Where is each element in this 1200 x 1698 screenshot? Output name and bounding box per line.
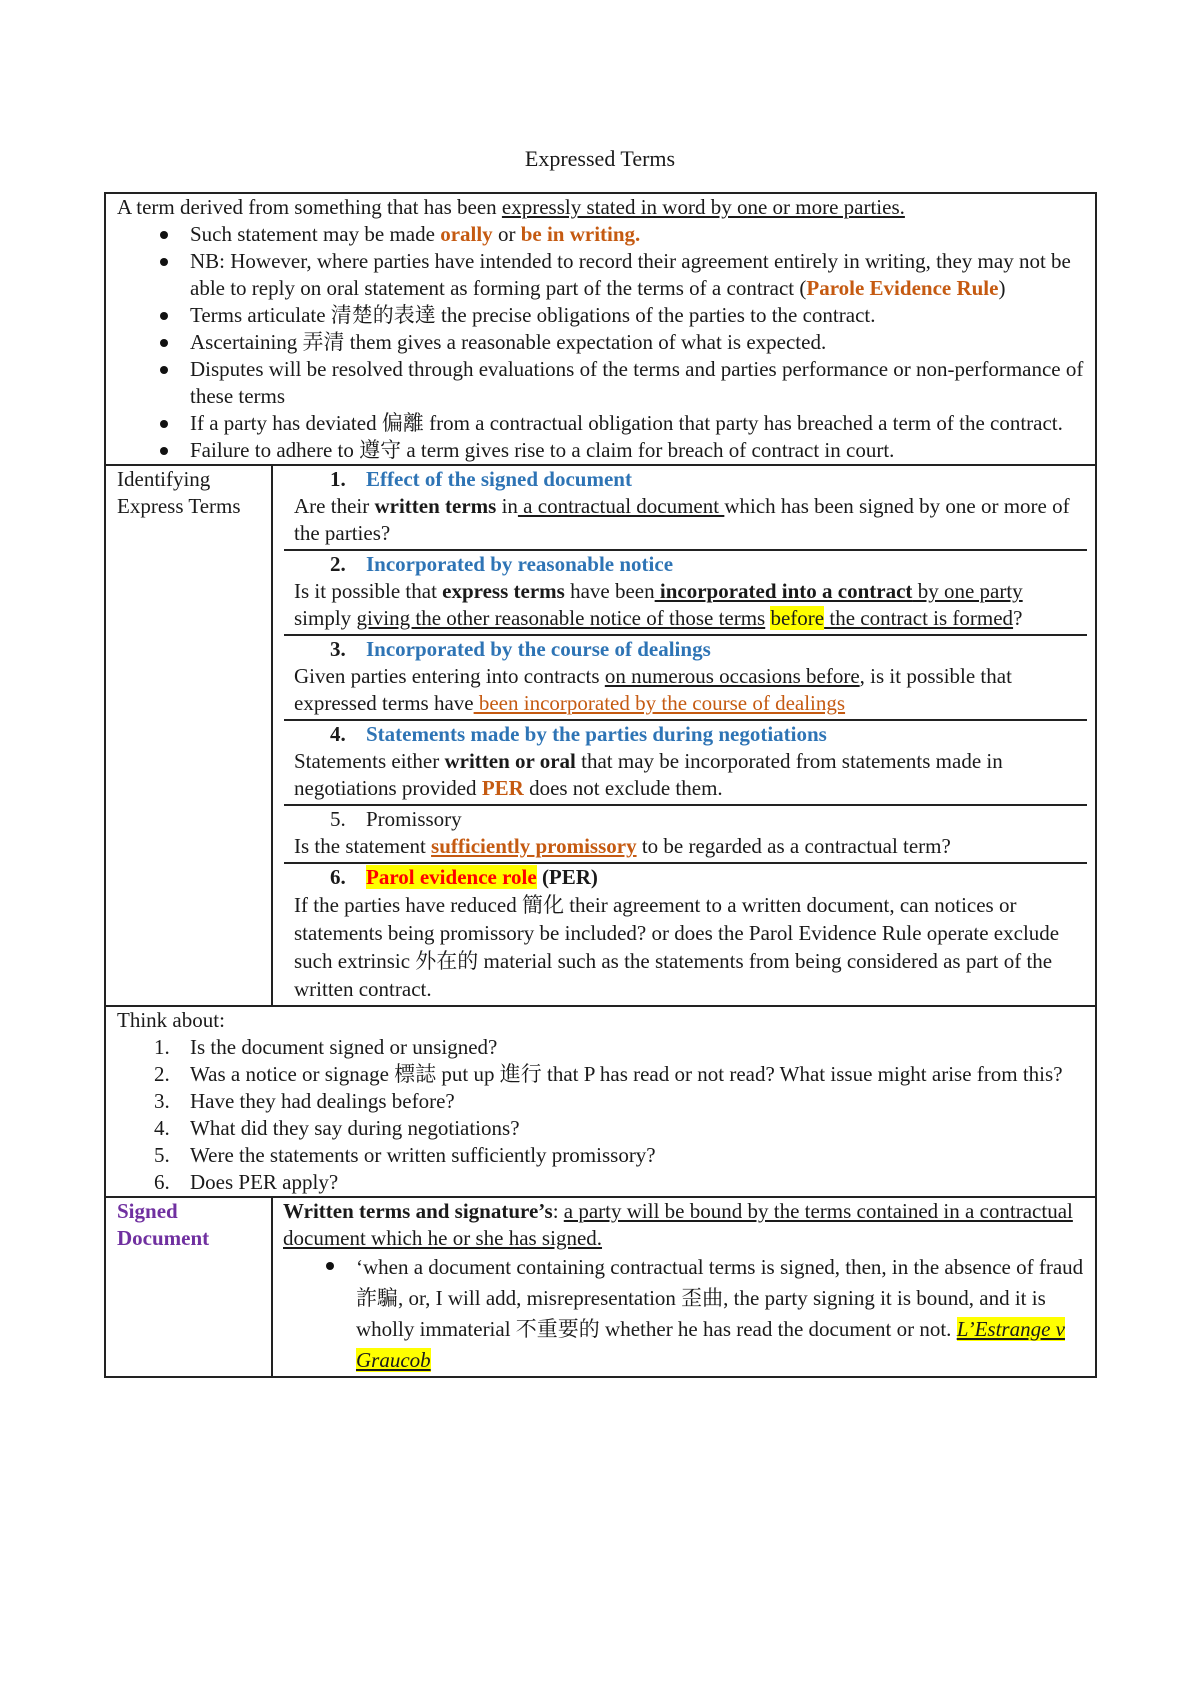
- list-item: 1. Is the document signed or unsigned?: [154, 1035, 498, 1059]
- definition-intro: A term derived from something that has been expressly stated in word by one or more parties.: [117, 195, 905, 219]
- think-label: Think about:: [117, 1008, 225, 1032]
- section-signed-document: 1. Effect of the signed document Are their written terms in a contractual document which has been signed by one or more of the parties?: [284, 466, 1087, 551]
- definition-cell: [105, 193, 1096, 465]
- list-item: NB: However, where parties have intended to record their agreement entirely in writing, they may not be able to reply on oral statement as forming part of the terms of a contract (Parole Evidence Rule): [190, 248, 1087, 302]
- signed-row: [105, 1197, 1096, 1377]
- list-item: 2. Was a notice or signage 標誌 put up 進行 that P has read or not read? What issue might arise from this?: [154, 1062, 1063, 1086]
- definition-row: [105, 193, 1096, 465]
- section-heading: Promissory: [366, 807, 462, 831]
- identifying-label: Identifying Express Terms: [105, 465, 272, 1006]
- list-item: 5. Were the statements or written sufficiently promissory?: [154, 1143, 656, 1167]
- signed-bullets: [283, 1252, 1087, 1376]
- case-citation: L’Estrange v Graucob: [356, 1317, 1065, 1372]
- expressly-stated-text: expressly stated in word by one or more parties.: [501, 195, 905, 219]
- section-course-of-dealings: 3. Incorporated by the course of dealings Given parties entering into contracts on numerous occasions before, is it possible that expressed terms have been incorporated by the course of dealings: [284, 636, 1087, 721]
- identifying-cell: [272, 465, 1096, 1006]
- section-heading: Incorporated by the course of dealings: [366, 637, 711, 661]
- think-row: [105, 1006, 1096, 1197]
- orally-text: orally: [440, 222, 493, 246]
- in-writing-text: be in writing.: [520, 222, 641, 246]
- section-promissory: 5. Promissory Is the statement sufficiently promissory to be regarded as a contractual term?: [284, 806, 1087, 864]
- signed-cell: Written terms and signature’s: a party will be bound by the terms contained in a contractual document which he or she has signed. ‘when a document containing contractual terms is signed, then, in the absence of fraud 詐騙, or, I will add, misrepresentation 歪曲, the party signing it is bound, and it is wholly immaterial 不重要的 whether he has read the document or not. L’Estrange v Graucob: [272, 1197, 1096, 1377]
- list-item: If a party has deviated 偏離 from a contractual obligation that party has breached a term of the contract.: [190, 410, 1087, 437]
- identifying-row: [105, 465, 1096, 1006]
- page-title: Expressed Terms: [524, 146, 676, 171]
- list-item: Terms articulate 清楚的表達 the precise obligations of the parties to the contract.: [190, 302, 1087, 329]
- list-item: Failure to adhere to 遵守 a term gives rise to a claim for breach of contract in court.: [190, 437, 1087, 464]
- section-reasonable-notice: 2. Incorporated by reasonable notice Is it possible that express terms have been incorporated into a contract by one party simply giving the other reasonable notice of those terms before the contract is formed?: [284, 551, 1087, 636]
- parole-evidence-rule-text: Parole Evidence Rule: [806, 276, 999, 300]
- list-item: ‘when a document containing contractual terms is signed, then, in the absence of fraud 詐騙, or, I will add, misrepresentation 歪曲, the party signing it is bound, and it is wholly immaterial 不重要的 whether he has read the document or not. L’Estrange v Graucob: [356, 1252, 1087, 1376]
- think-cell: [105, 1006, 1096, 1197]
- list-item: Ascertaining 弄清 them gives a reasonable expectation of what is expected.: [190, 329, 1087, 356]
- section-negotiations: 4. Statements made by the parties during negotiations Statements either written or oral that may be incorporated from statements made in negotiations provided PER does not exclude them.: [284, 721, 1087, 806]
- list-item: Such statement may be made orally or be in writing.: [190, 221, 1087, 248]
- section-heading: Statements made by the parties during negotiations: [366, 722, 827, 746]
- definition-bullets: [117, 221, 1087, 464]
- list-item: Disputes will be resolved through evaluations of the terms and parties performance or non-performance of these terms: [190, 356, 1087, 410]
- think-list: [117, 1034, 1087, 1196]
- section-heading: Effect of the signed document: [366, 467, 632, 491]
- section-heading: Parol evidence role: [366, 865, 537, 889]
- list-item: 4. What did they say during negotiations?: [154, 1116, 520, 1140]
- terms-table: [104, 192, 1097, 1378]
- section-parol-evidence: 6. Parol evidence role (PER) If the parties have reduced 簡化 their agreement to a written document, can notices or statements being promissory be included? or does the Parol Evidence Rule operate exclude such extrinsic 外在的 material such as the statements from being considered as part of the written contract.: [294, 865, 1060, 1001]
- list-item: 3. Have they had dealings before?: [154, 1089, 455, 1113]
- before-highlight: before: [770, 606, 825, 630]
- list-item: 6. Does PER apply?: [154, 1170, 339, 1194]
- signed-label: Signed Document: [105, 1197, 272, 1377]
- section-heading: Incorporated by reasonable notice: [366, 552, 674, 576]
